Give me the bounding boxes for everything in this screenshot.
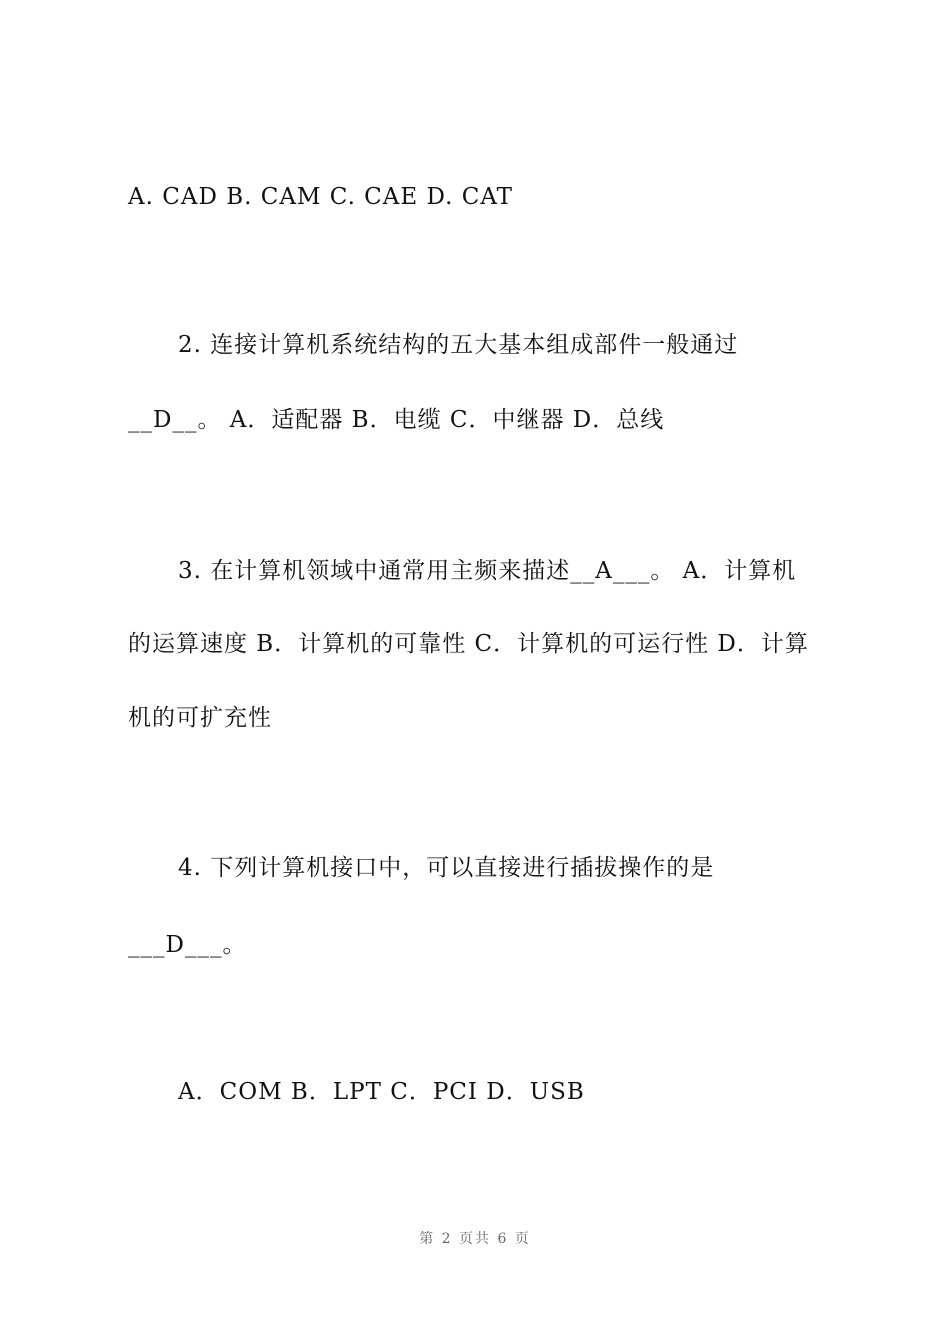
page-number-footer: 第 2 页共 6 页 — [419, 1231, 531, 1247]
q4-answer: ___D___。 — [128, 932, 247, 958]
q3-options: 的运算速度 B．计算机的可靠性 C．计算机的可运行性 D．计算 — [128, 631, 809, 657]
q3-stem: 3. 在计算机领域中通常用主频来描述__A___。 A．计算机 — [178, 558, 797, 584]
q4-options: A．COM B．LPT C．PCI D．USB — [178, 1079, 585, 1105]
q4-stem: 4. 下列计算机接口中，可以直接进行插拔操作的是 — [178, 855, 715, 881]
q3-options-cont: 机的可扩充性 — [128, 705, 272, 731]
q1-options: A. CAD B. CAM C. CAE D. CAT — [128, 184, 514, 210]
q2-answer-options: __D__。 A．适配器 B．电缆 C．中继器 D．总线 — [128, 407, 665, 433]
q2-stem: 2. 连接计算机系统结构的五大基本组成部件一般通过 — [178, 332, 739, 358]
